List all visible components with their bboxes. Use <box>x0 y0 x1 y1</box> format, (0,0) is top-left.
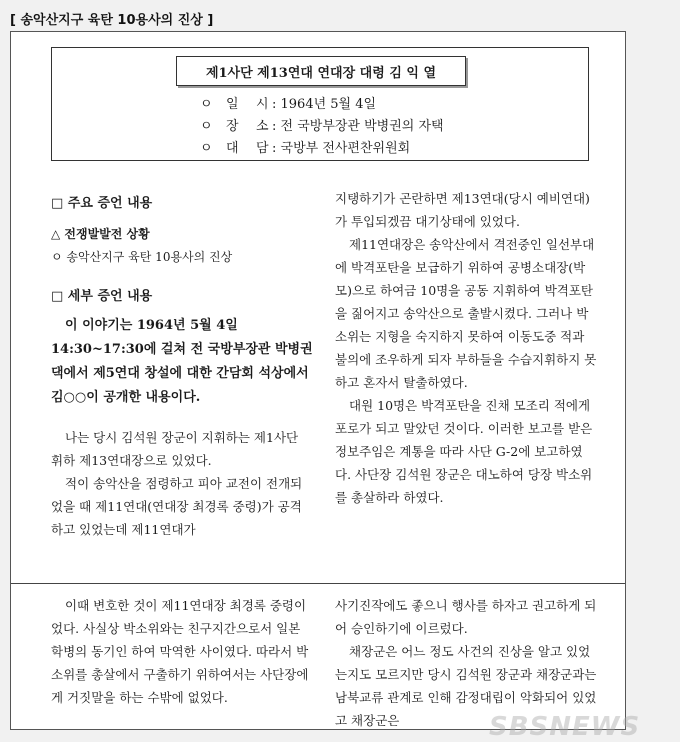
meta-place: ㅇ 장 소 : 전 국방부장관 박병권의 자택 <box>200 119 444 134</box>
body-paragraph: 제11연대장은 송악산에서 격전중인 일선부대에 박격포탄을 보급하기 위하여 공병소대장(박모)으로 하여금 10명을 공동 지휘하여 박격포탄을 짊어지고 송악산으로 출발시켰다. 그러나 박소위는 지형을 숙지하지 못하여 이동도중 적과 불의에 조우하게 되자 부하들을 수습지휘하지 못하고 혼자서 탈출하였다. <box>335 237 597 390</box>
bottom-left-column <box>51 594 313 709</box>
document-title: 제1사단 제13연대 연대장 대령 김 익 열 <box>176 56 466 86</box>
body-paragraph: 지탱하기가 곤란하면 제13연대(당시 예비연대)가 투입되겠끔 대기상태에 있었다. <box>335 191 590 229</box>
document-page <box>10 31 641 742</box>
list-item: ㅇ 송악산지구 육탄 10용사의 진상 <box>51 250 233 264</box>
page-divider <box>11 583 625 584</box>
body-paragraph: 채장군은 어느 정도 사건의 진상을 알고 있었는지도 모르지만 당시 김석원 장군과 채장군과는 남북교류 관계로 인해 감정대립이 악화되어 있었고 채장군은 <box>335 644 597 728</box>
body-paragraph: 나는 당시 김석원 장군이 지휘하는 제1사단 휘하 제13연대장으로 있었다. <box>51 430 299 468</box>
meta-interviewer: ㅇ 대 담 : 국방부 전사편찬위원회 <box>200 141 411 156</box>
interview-meta <box>200 94 444 160</box>
section-heading-detail: □ 세부 증언 내용 <box>51 289 153 304</box>
body-paragraph: 이때 변호한 것이 제11연대장 최경록 중령이었다. 사실상 박소위와는 친구지간으로서 일본 학병의 동기인 하여 막역한 사이였다. 따라서 박소위를 총살에서 구출하기 위하여서는 사단장에게 거짓말을 하는 수밖에 없었다. <box>51 598 309 705</box>
lede-paragraph: 이 이야기는 1964년 5월 4일 14:30~17:30에 걸쳐 전 국방부장관 박병권댁에서 제5연대 창설에 대한 간담회 석상에서 김○○이 공개한 내용이다. <box>51 318 313 405</box>
meta-date: ㅇ 일 시 : 1964년 5월 4일 <box>200 97 377 112</box>
body-paragraph: 사기진작에도 좋으니 행사를 하자고 권고하게 되어 승인하기에 이르렀다. <box>335 598 597 636</box>
interview-info-box <box>51 47 589 161</box>
body-paragraph: 적이 송악산을 점령하고 피아 교전이 전개되었을 때 제11연대(연대장 최경록 중령)가 공격하고 있었는데 제11연대가 <box>51 476 303 537</box>
left-column <box>51 192 313 541</box>
subsection-heading: △ 전쟁발발전 상황 <box>51 227 150 241</box>
section-heading-main: □ 주요 증언 내용 <box>51 196 153 211</box>
body-paragraph: 대원 10명은 박격포탄을 진채 모조리 적에게 포로가 되고 말았던 것이다. 이러한 보고를 받은 정보주임은 계통을 따라 사단 G-2에 보고하였다. 사단장 김석원 장군은 대노하여 당장 박소위를 총살하라 하였다. <box>335 398 593 505</box>
news-watermark: SBSNEWS <box>489 712 641 742</box>
image-caption: [ 송악산지구 육탄 10용사의 진상 ] <box>10 13 214 28</box>
right-column <box>335 187 597 509</box>
